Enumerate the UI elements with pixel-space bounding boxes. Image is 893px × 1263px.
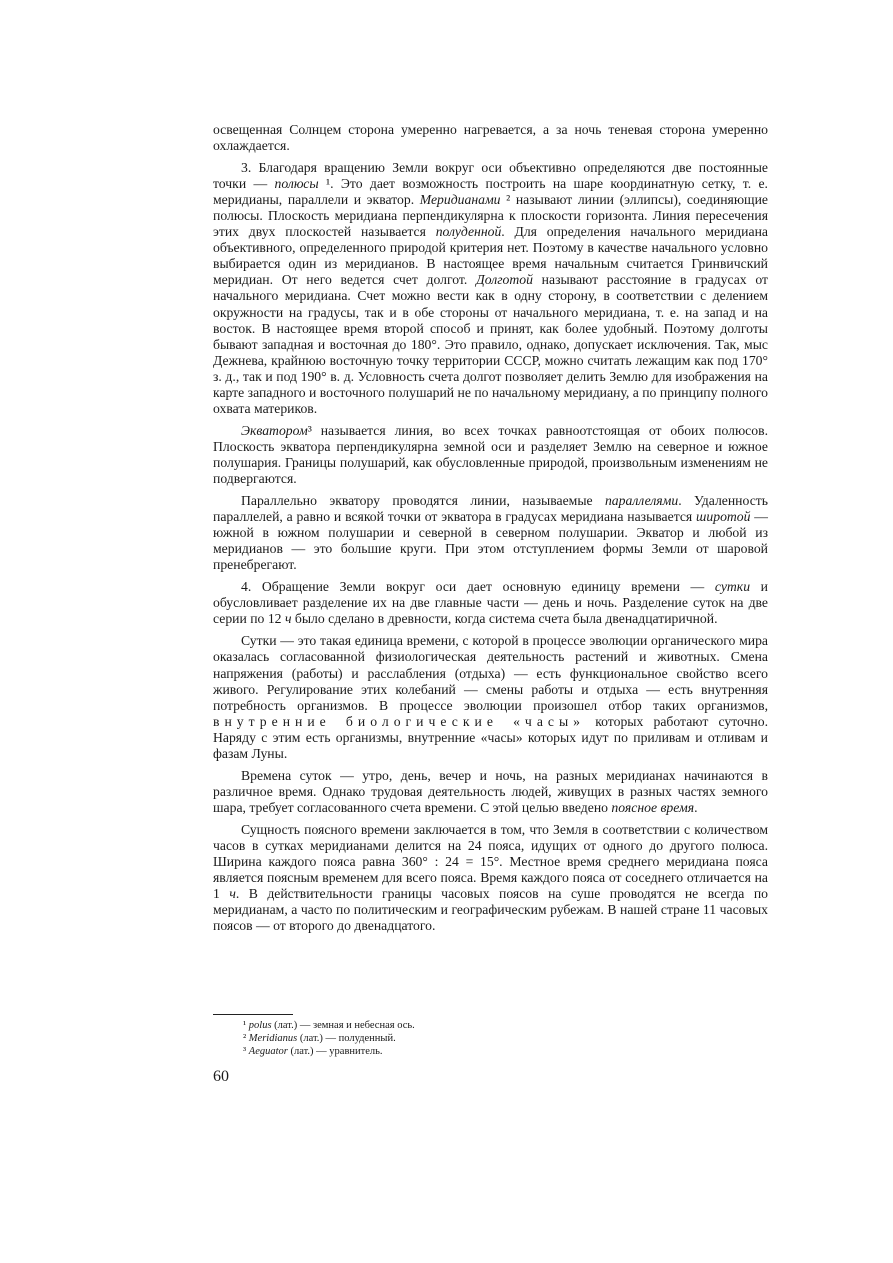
italic-term: Экватором <box>241 422 308 438</box>
text-segment: . Для определения начального меридиана объективного, определенного природой критерия нет. Поэтому в качестве начального условно выбирается один из меридианов. В настоящее время начальным считается Гринвичский меридиан. От него ведется счет долгот. <box>213 224 768 288</box>
italic-term: Долготой <box>476 272 533 288</box>
footnote-text: (лат.) — земная и небесная ось. <box>271 1020 415 1031</box>
text-segment: . Удаленность параллелей, а равно и всякой точки от экватора в градусах меридиана называется <box>213 493 768 525</box>
footnote-term: polus <box>248 1020 272 1031</box>
text-segment: называют расстояние в градусах от начального меридиана. Счет можно вести как в одну сторону, в соответствии с делением окружности на градусы, так и в обе стороны от начального меридиана, т. е. на запад и на восток. В настоящее время второй способ и принят, как более удобный. Поэтому долготы бывают западная и восточная до 180°. Это правило, однако, допускает исключения. Так, мыс Дежнева, крайнюю восточную точку территории СССР, можно считать лежащим как под 170° з. д., так и под 190° в. д. Условность счета долгот позволяет делить Землю для изображения на карте западного и восточного полушарий не по начальному меридиану, а по принципу полного охвата материков. <box>213 272 768 416</box>
italic-term: полюсы <box>274 176 319 192</box>
page-body <box>213 122 768 940</box>
text-segment: было сделано в древности, когда система счета была двенадцатиричной. <box>291 611 718 627</box>
text-segment: внутренние биологические «часы» <box>213 713 586 729</box>
text-segment: 3. Благодаря вращению Земли вокруг оси объективно определяются две постоянные точки — <box>213 160 768 192</box>
text-segment: . В действительности границы часовых поясов на суше проводятся не всегда по меридианам, а часто по политическим и географическим рубежам. В нашей стране 11 часовых поясов — от второго до двенадцатого. <box>213 886 768 934</box>
paragraph <box>213 160 768 417</box>
text-segment: и обусловливает разделение их на две главные части — день и ночь. Разделение суток на две серии по 12 <box>213 579 769 627</box>
text-segment: — южной в южном полушарии и северной в северном полушарии. Экватор и любой из меридианов — это большие круги. При этом отступлением формы Земли от шаровой пренебрегают. <box>213 509 768 573</box>
footnote <box>213 1045 768 1058</box>
paragraph <box>213 633 768 761</box>
paragraph <box>213 768 768 816</box>
footnote-text: (лат.) — полуденный. <box>297 1033 396 1044</box>
paragraph <box>213 579 768 627</box>
text-segment: ¹. Это дает возможность построить на шаре координатную сетку, т. е. меридианы, параллели и экватор. <box>213 176 768 208</box>
paragraph <box>213 493 768 573</box>
text-segment: которых работают суточно. Наряду с этим есть организмы, внутренние «часы» которых идут по приливам и отливам и фазам Луны. <box>213 713 768 761</box>
text-segment: Времена суток — утро, день, вечер и ночь, на разных меридианах начинаются в различное время. Однако трудовая деятельность людей, живущих в разных частях земного шара, требует согласованного счета времени. С этой целью введено <box>213 767 768 815</box>
paragraph <box>213 423 768 487</box>
italic-term: Меридианами <box>419 192 501 208</box>
footnote-mark: ² <box>243 1033 249 1044</box>
footnote <box>213 1019 768 1032</box>
text-segment: ² называют линии (эллипсы), соединяющие полюсы. Плоскость меридиана перпендикулярна к плоскости горизонта. Линия пересечения этих двух плоскостей называется <box>213 192 768 240</box>
footnote-mark: ³ <box>243 1046 249 1057</box>
paragraph <box>213 822 768 934</box>
italic-term: широтой <box>696 509 751 525</box>
text-segment: Параллельно экватору проводятся линии, называемые <box>241 493 605 509</box>
text-segment: ³ называется линия, во всех точках равноотстоящая от обоих полюсов. Плоскость экватора перпендикулярна земной оси и разделяет Землю на северное и южное полушария. Границы полушарий, как обусловленные природой, произвольным изменениям не подвергаются. <box>213 422 768 486</box>
footnote-divider <box>213 1014 293 1015</box>
footnote <box>213 1032 768 1045</box>
footnote-text: (лат.) — уравнитель. <box>287 1046 383 1057</box>
text-segment: Сутки — это такая единица времени, с которой в процессе эволюции органического мира оказалась согласованной физиологическая деятельность растений и животных. Смена напряжения (работы) и расслабления (отдыха) — есть функциональное свойство всего живого. Регулирование этих колебаний — смены работы и отдыха — есть внутренняя потребность организмов. В процессе эволюции произошел отбор таких организмов, <box>213 633 768 713</box>
italic-term: сутки <box>714 579 751 595</box>
text-segment: освещенная Солнцем сторона умеренно нагревается, а за ночь теневая сторона умеренно охлаждается. <box>213 122 768 154</box>
text-segment: . <box>694 799 698 815</box>
footnote-term: Meridianus <box>248 1033 298 1044</box>
footnotes <box>213 1014 768 1058</box>
italic-term: поясное время <box>611 799 695 815</box>
italic-term: ч <box>284 611 292 627</box>
text-segment: Сущность поясного времени заключается в том, что Земля в соответствии с количеством часов в сутках меридианами делится на 24 пояса, идущих от одного до другого полюса. Ширина каждого пояса равна 360° : 24 = 15°. Местное время среднего меридиана пояса является поясным временем для всего пояса. Время каждого пояса от соседнего отличается на 1 <box>213 821 768 902</box>
footnote-mark: ¹ <box>243 1020 249 1031</box>
paragraph <box>213 122 768 154</box>
footnote-term: Aeguator <box>248 1046 288 1057</box>
text-segment: 4. Обращение Земли вокруг оси дает основную единицу времени — <box>241 579 715 595</box>
italic-term: ч <box>229 886 236 902</box>
page-number: 60 <box>213 1068 229 1085</box>
italic-term: полуденной <box>435 224 502 240</box>
italic-term: параллелями <box>604 493 679 509</box>
